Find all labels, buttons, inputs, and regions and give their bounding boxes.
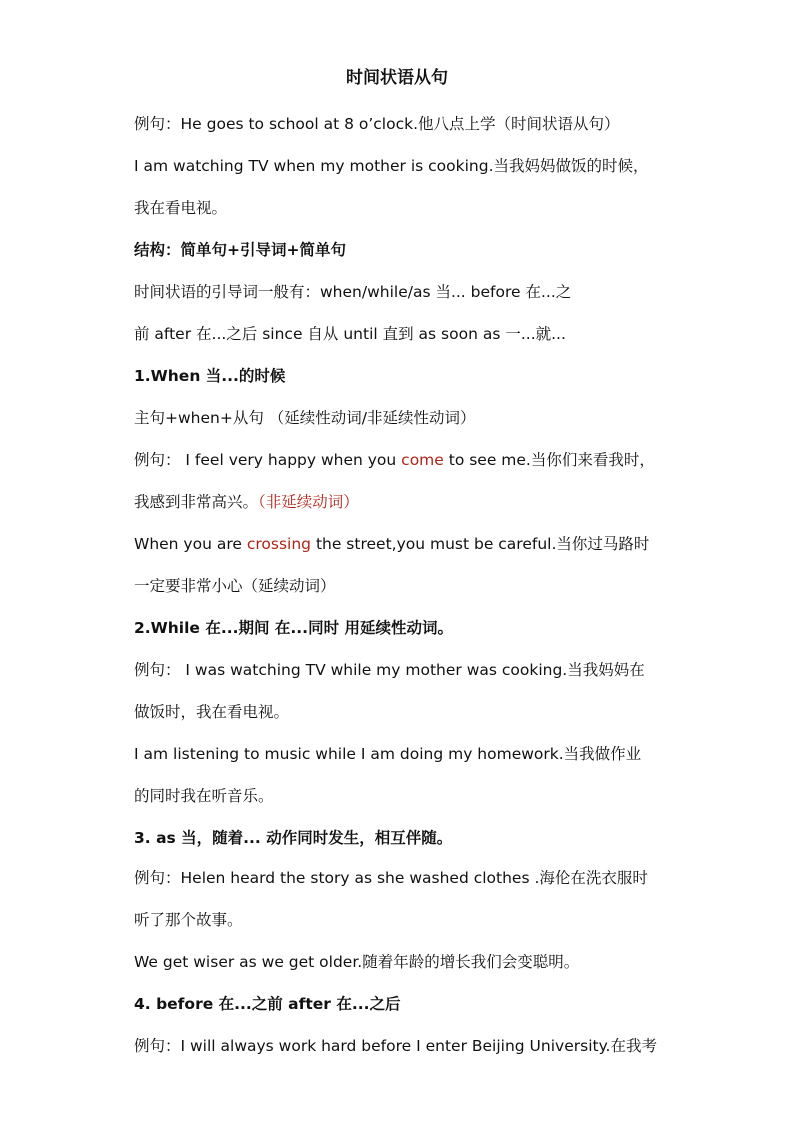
example-line: 听了那个故事。: [134, 911, 243, 929]
highlighted-word: come: [401, 451, 444, 469]
conjunction-list-line: 前 after 在...之后 since 自从 until 直到 as soon as 一...就...: [134, 325, 566, 343]
section-heading-when: 1.When 当...的时候: [134, 367, 286, 385]
section-heading-while: 2.While 在...期间 在...同时 用延续性动词。: [134, 619, 453, 637]
page-title: 时间状语从句: [346, 68, 448, 88]
highlighted-note: （非延续动词）: [258, 493, 359, 511]
example-line: [134, 448, 694, 472]
example-line: [134, 490, 694, 514]
section-heading-before-after: 4. before 在...之前 after 在...之后: [134, 995, 401, 1013]
conjunction-list-line: 时间状语的引导词一般有：when/while/as 当... before 在...之: [134, 283, 572, 301]
example-line: 的同时我在听音乐。: [134, 787, 274, 805]
text-segment: 例句： I feel very happy when you: [134, 451, 402, 469]
text-segment: 我感到非常高兴。: [134, 493, 259, 511]
example-line: 例句：Helen heard the story as she washed clothes .海伦在洗衣服时: [134, 869, 648, 887]
example-line: 例句：He goes to school at 8 o’clock.他八点上学（时间状语从句）: [134, 115, 620, 133]
example-line: 做饭时，我在看电视。: [134, 703, 290, 721]
example-line: I am watching TV when my mother is cooking.当我妈妈做饭的时候，: [134, 157, 649, 175]
example-line: I am listening to music while I am doing my homework.当我做作业: [134, 745, 642, 763]
section-heading-as: 3. as 当，随着... 动作同时发生，相互伴随。: [134, 829, 453, 847]
example-line: 我在看电视。: [134, 199, 228, 217]
highlighted-word: crossing: [246, 535, 312, 553]
example-line: [134, 532, 694, 556]
rule-line: 主句+when+从句 （延续性动词/非延续性动词）: [134, 409, 476, 427]
structure-heading: 结构：简单句+引导词+简单句: [134, 241, 346, 259]
text-segment: When you are: [134, 535, 247, 553]
example-line: 例句： I was watching TV while my mother was cooking.当我妈妈在: [134, 661, 645, 679]
example-line: 一定要非常小心（延续动词）: [134, 577, 336, 595]
text-segment: to see me.当你们来看我时，: [443, 451, 655, 469]
text-segment: the street,you must be careful.当你过马路时: [311, 535, 650, 553]
example-line: We get wiser as we get older.随着年龄的增长我们会变聪明。: [134, 953, 580, 971]
example-line: 例句：I will always work hard before I enter Beijing University.在我考: [134, 1037, 657, 1055]
